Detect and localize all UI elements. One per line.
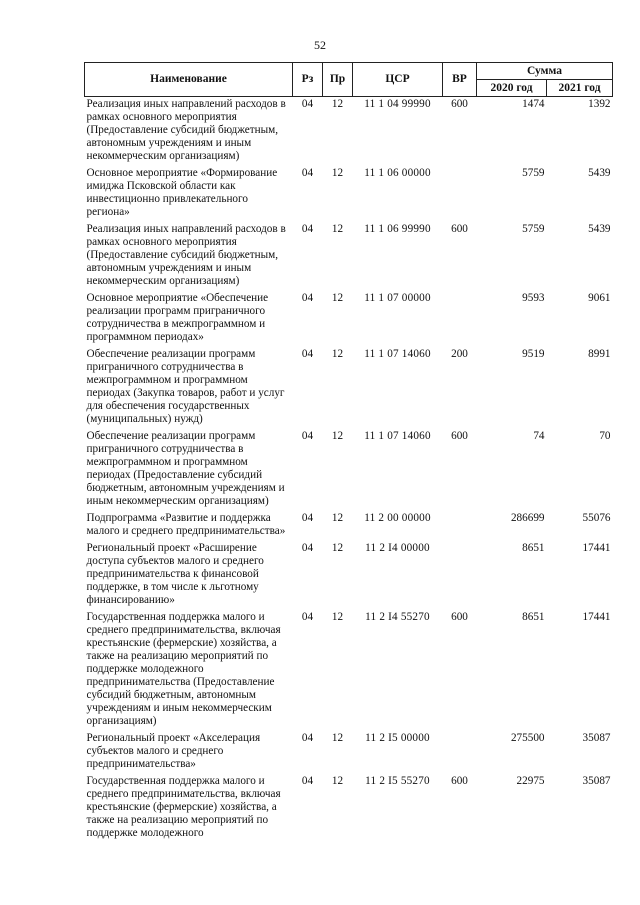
cell-amount-2020: 8651: [522, 542, 545, 554]
cell-amount-2020: 8651: [522, 611, 545, 623]
cell-vr: 600: [451, 611, 468, 623]
cell-pr: 12: [331, 542, 344, 554]
header-year-2021: 2021 год: [547, 80, 613, 97]
cell-rz: 04: [301, 512, 314, 524]
header-csr: ЦСР: [353, 63, 443, 97]
cell-pr: 12: [331, 223, 344, 235]
header-year-2020: 2020 год: [477, 80, 547, 97]
cell-amount-2021: 9061: [588, 292, 611, 304]
table-row: [85, 97, 613, 167]
cell-rz: 04: [301, 98, 314, 110]
cell-amount-2021: 17441: [582, 542, 611, 554]
cell-rz: 04: [301, 292, 314, 304]
cell-csr: 11 1 04 99990: [364, 98, 431, 110]
table-row: [85, 541, 613, 610]
cell-pr: 12: [331, 348, 344, 360]
cell-pr: 12: [331, 430, 344, 442]
cell-name: Обеспечение реализации программ приграничного сотрудничества в межпрограммном и программном периодах (Предоставление субсидий бюджетным, автономным учреждениям и иным некоммерческим организациям): [86, 430, 285, 507]
cell-csr: 11 1 07 14060: [364, 430, 431, 442]
cell-name: Реализация иных направлений расходов в рамках основного мероприятия (Предоставление субсидий бюджетным, автономным учреждениям и иным некоммерческим организациям): [86, 223, 286, 287]
cell-name: Реализация иных направлений расходов в рамках основного мероприятия (Предоставление субсидий бюджетным, автономным учреждениям и иным некоммерческим организациям): [86, 98, 286, 162]
cell-rz: 04: [301, 542, 314, 554]
cell-name: Государственная поддержка малого и среднего предпринимательства, включая крестьянские (фермерские) хозяйства, а также на реализацию мероприятий по поддержке молодежного предпринимательства (Предоставление субсидий бюджетным, автономным учреждениям и иным некоммерческим организациям): [86, 611, 281, 727]
cell-name: Подпрограмма «Развитие и поддержка малого и среднего предпринимательства»: [86, 512, 286, 537]
cell-vr: [443, 731, 477, 774]
table-row: [85, 610, 613, 731]
header-name: Наименование: [85, 63, 293, 97]
cell-vr: [443, 511, 477, 541]
cell-pr: 12: [331, 98, 344, 110]
cell-vr: 600: [451, 775, 468, 787]
cell-csr: 11 1 06 99990: [364, 223, 431, 235]
cell-vr: 200: [451, 348, 468, 360]
cell-name: Основное мероприятие «Обеспечение реализации программ приграничного сотрудничества в межпрограммном и программном периодах»: [86, 292, 269, 343]
header-rz: Рз: [293, 63, 323, 97]
budget-table: [84, 62, 613, 843]
cell-amount-2021: 70: [599, 430, 611, 442]
cell-vr: [443, 541, 477, 610]
cell-name: Государственная поддержка малого и среднего предпринимательства, включая крестьянские (фермерские) хозяйства, а также на реализацию мероприятий по поддержке молодежного: [86, 775, 281, 839]
header-vr: ВР: [443, 63, 477, 97]
cell-amount-2021: 55076: [582, 512, 611, 524]
cell-rz: 04: [301, 167, 314, 179]
cell-csr: 11 2 I5 55270: [365, 775, 430, 787]
table-body: [85, 97, 613, 844]
table-row: [85, 429, 613, 511]
cell-csr: 11 1 07 14060: [364, 348, 431, 360]
cell-vr: 600: [451, 430, 468, 442]
table-row: [85, 222, 613, 291]
table-row: [85, 511, 613, 541]
page-number: 52: [314, 38, 326, 52]
cell-rz: 04: [301, 223, 314, 235]
cell-csr: 11 2 I4 00000: [365, 542, 430, 554]
cell-rz: 04: [301, 611, 314, 623]
cell-amount-2020: 275500: [510, 732, 545, 744]
cell-name: Региональный проект «Расширение доступа субъектов малого и среднего предпринимательства к финансовой поддержке, в том числе к льготному финансированию»: [86, 542, 264, 606]
cell-pr: 12: [331, 611, 344, 623]
cell-vr: [443, 291, 477, 347]
cell-amount-2020: 5759: [522, 167, 545, 179]
cell-vr: 600: [451, 98, 468, 110]
cell-csr: 11 2 I4 55270: [365, 611, 430, 623]
cell-vr: 600: [451, 223, 468, 235]
cell-amount-2021: 35087: [582, 775, 611, 787]
cell-rz: 04: [301, 348, 314, 360]
cell-amount-2021: 1392: [588, 98, 611, 110]
cell-amount-2020: 9519: [522, 348, 545, 360]
cell-rz: 04: [301, 775, 314, 787]
cell-amount-2020: 286699: [510, 512, 545, 524]
table-row: [85, 774, 613, 843]
cell-csr: 11 1 07 00000: [364, 292, 431, 304]
cell-csr: 11 2 00 00000: [364, 512, 431, 524]
table-row: [85, 347, 613, 429]
cell-csr: 11 1 06 00000: [364, 167, 431, 179]
cell-pr: 12: [331, 167, 344, 179]
table-header: [85, 63, 613, 97]
cell-name: Основное мероприятие «Формирование имиджа Псковской области как инвестиционно привлекательного региона»: [86, 167, 278, 218]
cell-amount-2020: 5759: [522, 223, 545, 235]
cell-amount-2021: 35087: [582, 732, 611, 744]
cell-pr: 12: [331, 732, 344, 744]
table-row: [85, 291, 613, 347]
cell-name: Региональный проект «Акселерация субъектов малого и среднего предпринимательства»: [86, 732, 261, 770]
cell-pr: 12: [331, 512, 344, 524]
header-pr: Пр: [323, 63, 353, 97]
cell-vr: [443, 166, 477, 222]
cell-amount-2020: 22975: [516, 775, 545, 787]
cell-amount-2020: 1474: [522, 98, 545, 110]
cell-amount-2021: 17441: [582, 611, 611, 623]
header-sum: Сумма: [477, 63, 613, 80]
table-row: [85, 166, 613, 222]
cell-amount-2021: 5439: [588, 167, 611, 179]
cell-pr: 12: [331, 292, 344, 304]
cell-pr: 12: [331, 775, 344, 787]
cell-rz: 04: [301, 430, 314, 442]
cell-amount-2020: 74: [533, 430, 545, 442]
cell-name: Обеспечение реализации программ приграничного сотрудничества в межпрограммном и программном периодах (Закупка товаров, работ и услуг для обеспечения государственных (муниципальных) нужд): [86, 348, 285, 425]
cell-amount-2021: 5439: [588, 223, 611, 235]
cell-amount-2020: 9593: [522, 292, 545, 304]
cell-amount-2021: 8991: [588, 348, 611, 360]
cell-csr: 11 2 I5 00000: [365, 732, 430, 744]
table-row: [85, 731, 613, 774]
cell-rz: 04: [301, 732, 314, 744]
